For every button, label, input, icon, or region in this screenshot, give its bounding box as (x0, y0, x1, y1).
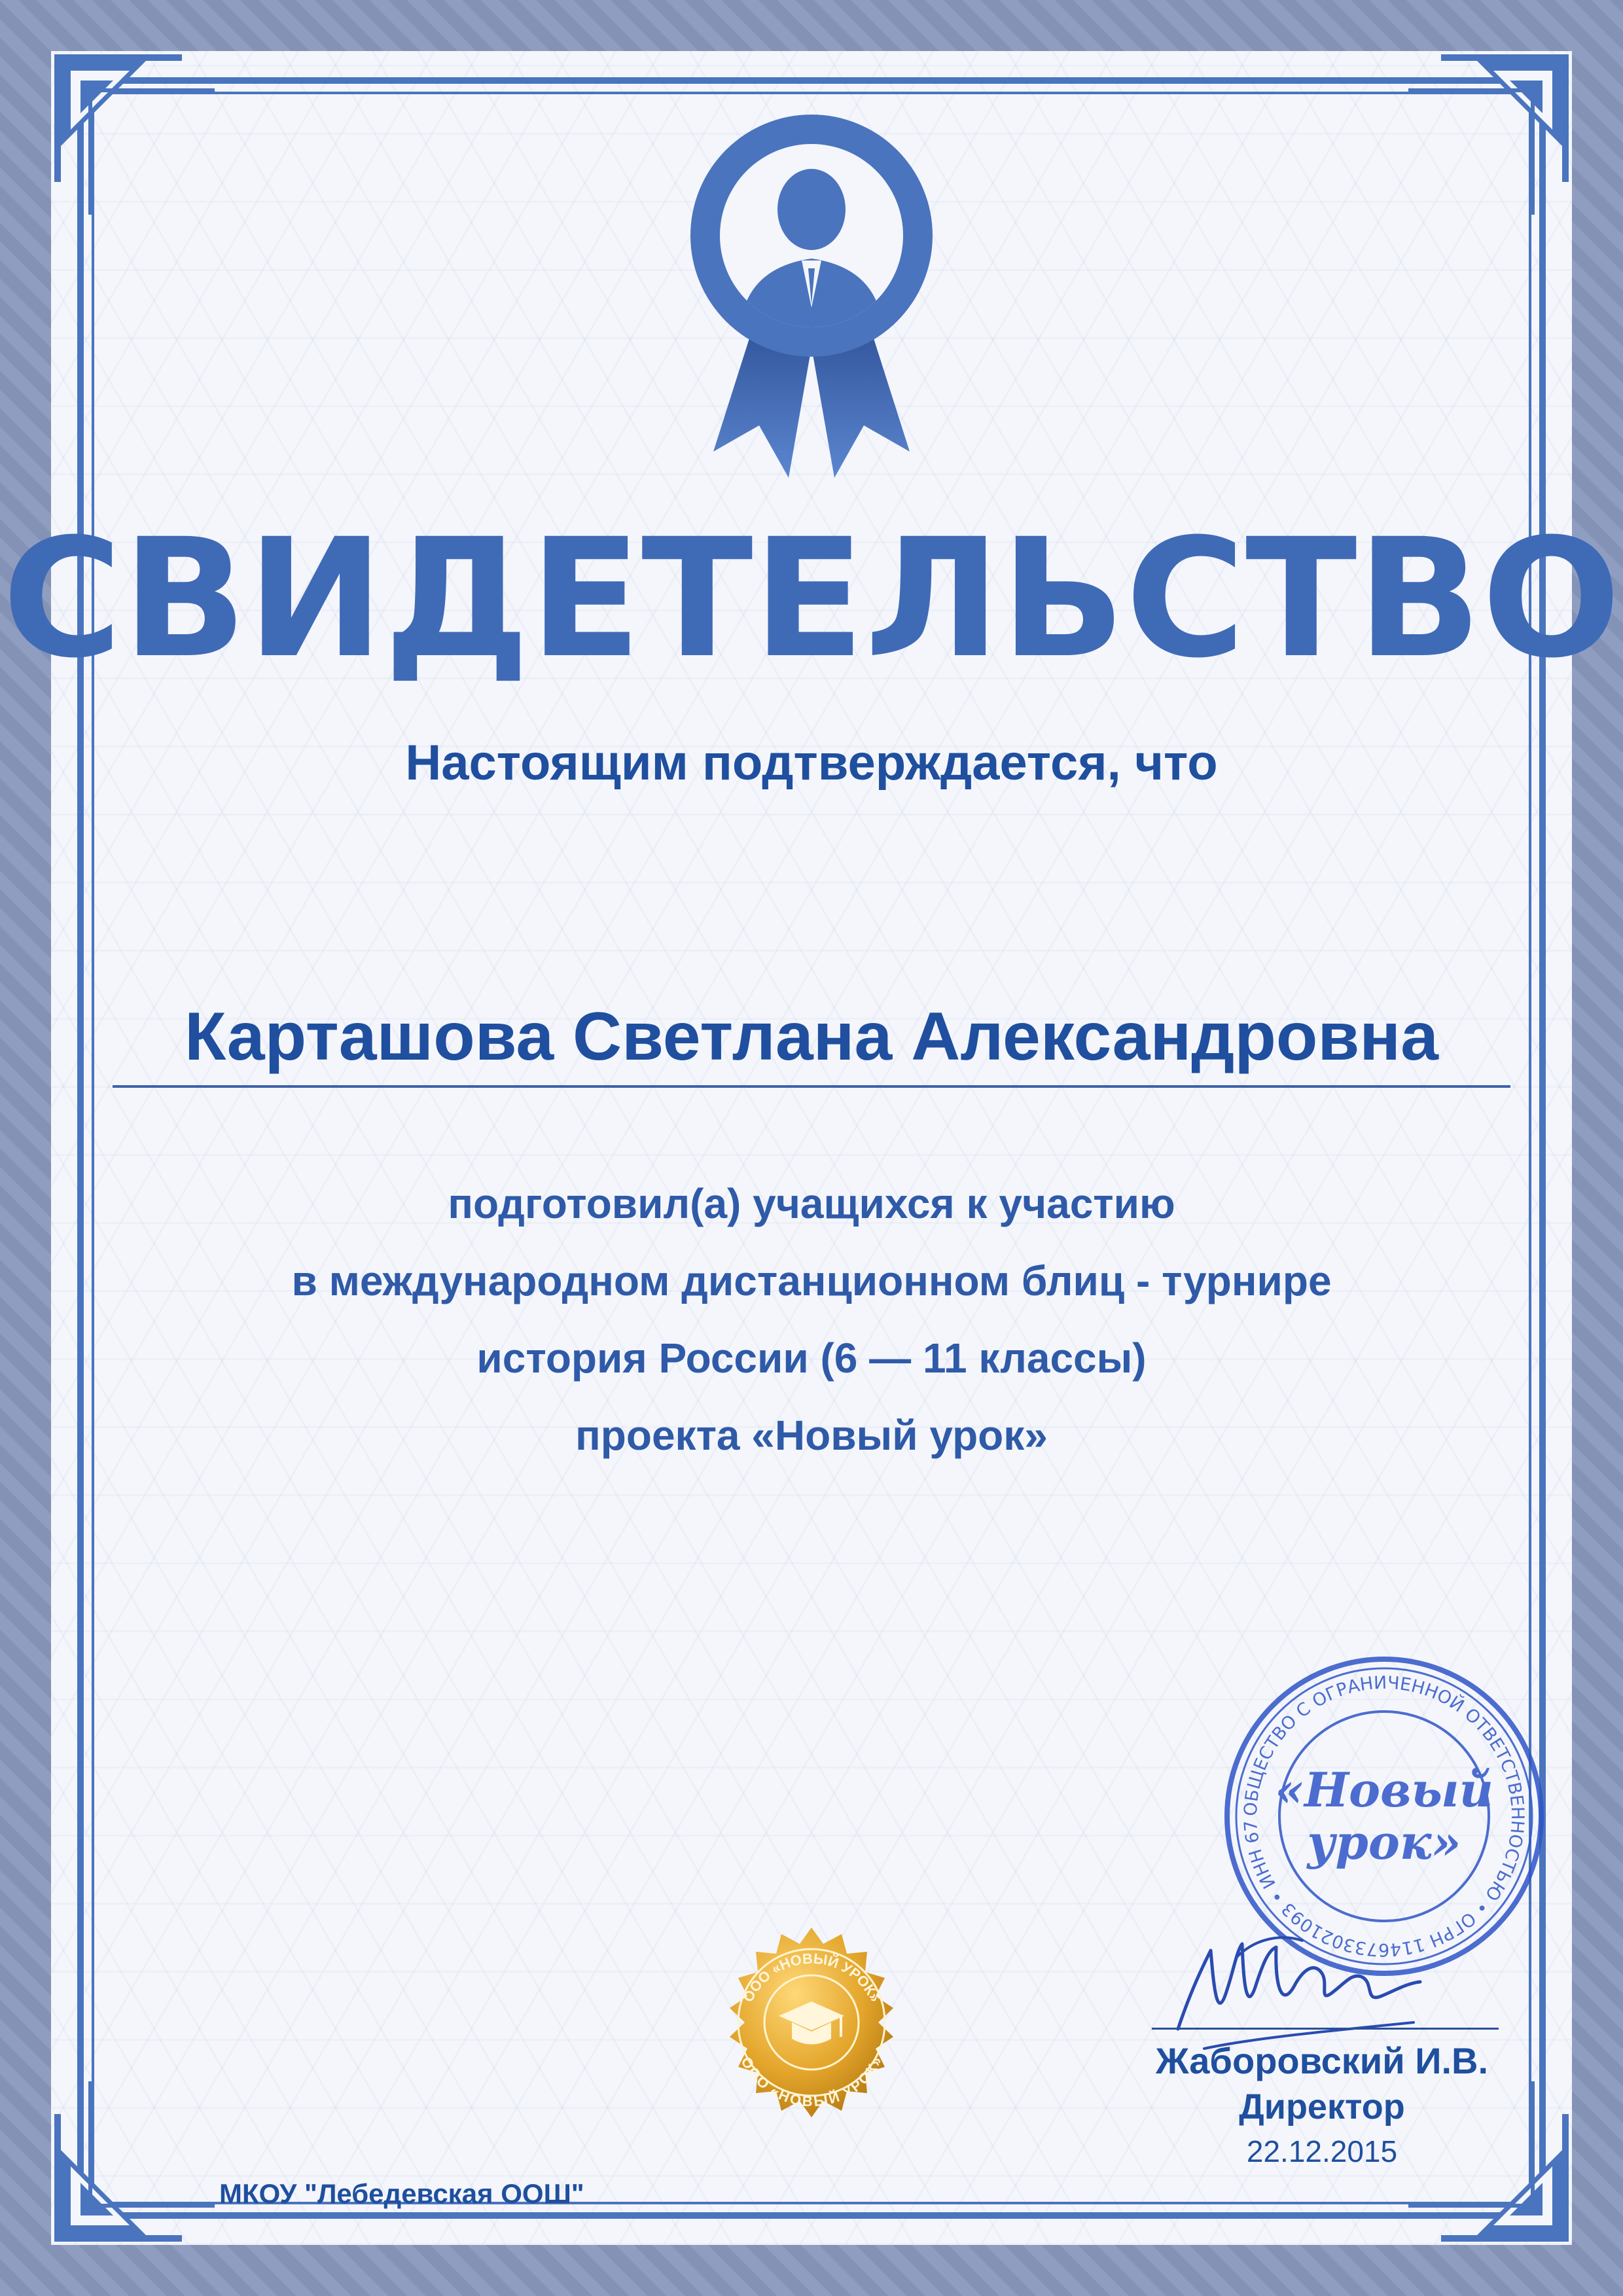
certificate-title: СВИДЕТЕЛЬСТВО (2, 503, 1621, 694)
recipient-name: Карташова Светлана Александровна (185, 999, 1438, 1075)
body-line: проекта «Новый урок» (575, 1412, 1048, 1459)
recipient-underline (113, 1085, 1510, 1088)
corner-ornament-bottom-left (51, 2049, 247, 2245)
gold-seal-ring-bottom: ООО «НОВЫЙ УРОК» (738, 2054, 885, 2110)
gold-seal (707, 1924, 916, 2134)
stamp-ring-text: ОБЩЕСТВО С ОГРАНИЧЕННОЙ ОТВЕТСТВЕННОСТЬЮ • ОГРН 1146733021093 • ИНН 67 (1240, 1672, 1528, 1960)
issue-date: 22.12.2015 (1246, 2134, 1398, 2168)
certificate-body (0, 1165, 1623, 1474)
corner-ornament-top-left (51, 51, 247, 247)
director-name: Жаборовский И.В. (1155, 2040, 1489, 2081)
stamp-center-line1: «Новый (1275, 1762, 1493, 1818)
director-role: Директор (1239, 2087, 1405, 2126)
corner-ornament-top-right (1376, 51, 1572, 247)
award-badge-icon (681, 111, 942, 491)
stamp-center-line2: урок» (1307, 1814, 1461, 1870)
body-line: подготовил(а) учащихся к участию (448, 1180, 1175, 1227)
school-name: МКОУ "Лебедевская ООШ" (219, 2178, 584, 2209)
certificate-subtitle: Настоящим подтверждается, что (405, 735, 1218, 791)
body-line: история России (6 — 11 классы) (476, 1335, 1147, 1382)
signature-line (1152, 2028, 1499, 2030)
body-line: в международном дистанционном блиц - турнире (291, 1257, 1332, 1304)
gold-seal-ring-top: ООО «НОВЫЙ УРОК» (740, 1950, 884, 2005)
